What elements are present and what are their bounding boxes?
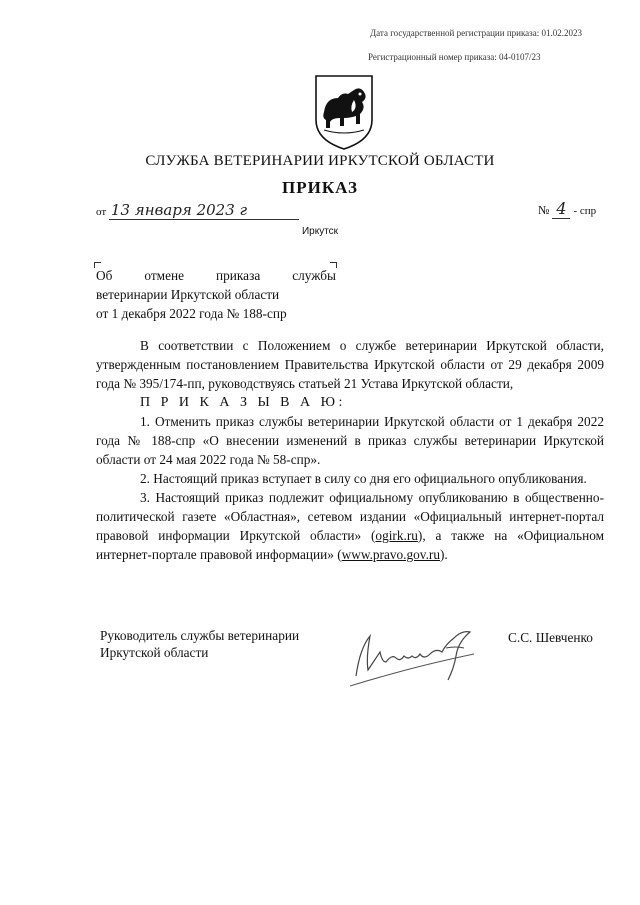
- signer-position-line-1: Руководитель службы ветеринарии: [100, 628, 300, 643]
- ogirk-link[interactable]: ogirk.ru: [375, 528, 418, 543]
- number-handwritten: 4: [552, 199, 570, 219]
- subject-word: приказа: [216, 268, 261, 283]
- item-1-paragraph: 1. Отменить приказ службы ветеринарии Иркутской области от 1 декабря 2022 года № 188-спр «О внесении изменений в приказ службы ветеринарии Иркутской области от 24 мая 2022 года № 58-спр».: [96, 414, 604, 467]
- document-body: [96, 336, 604, 564]
- signer-position: [100, 627, 299, 661]
- document-subject: [96, 266, 336, 323]
- organization-name: СЛУЖБА ВЕТЕРИНАРИИ ИРКУТСКОЙ ОБЛАСТИ: [145, 153, 495, 169]
- preamble-paragraph: В соответствии с Положением о службе ветеринарии Иркутской области, утвержденным постановлением Правительства Иркутской области от 29 декабря 2009 года № 395/174-пп, руководствуясь статьей 21 Устава Иркутской области,: [96, 338, 604, 391]
- number-suffix: - спр: [573, 205, 597, 217]
- item-3-text: ).: [440, 547, 448, 562]
- subject-line-1: [96, 266, 336, 285]
- item-3-text: 3. Настоящий приказ подлежит официальному опубликованию в общественно-политической газете «Областная», сетевом издании «Официальный интернет-портал правовой информации Иркутской области» (: [96, 490, 604, 543]
- item-3-paragraph: [96, 488, 604, 564]
- subject-line-3: от 1 декабря 2022 года № 188-спр: [96, 306, 287, 321]
- city: Иркутск: [301, 226, 339, 237]
- coat-of-arms-emblem: [306, 72, 382, 152]
- signer-name: С.С. Шевченко: [508, 630, 593, 645]
- item-2-paragraph: 2. Настоящий приказ вступает в силу со дня его официального опубликования.: [140, 471, 587, 486]
- document-title: ПРИКАЗ: [282, 178, 358, 197]
- order-word: П Р И К А З Ы В А Ю:: [140, 395, 346, 410]
- date-handwritten: 13 января 2023 г: [109, 201, 299, 220]
- pravo-link[interactable]: www.pravo.gov.ru: [341, 547, 440, 562]
- number-prefix: №: [538, 203, 550, 217]
- subject-word: службы: [292, 268, 336, 283]
- date-prefix: от: [96, 206, 107, 218]
- date-line: [96, 201, 306, 220]
- subject-word: Об: [96, 268, 113, 283]
- item-3-text: ), а также на «Официальном интернет-портале правовой информации» (: [96, 528, 604, 562]
- registration-date: Дата государственной регистрации приказа: 01.02.2023: [370, 28, 582, 38]
- handwritten-signature: [346, 618, 496, 690]
- signer-position-line-2: Иркутской области: [100, 645, 209, 660]
- registration-number: Регистрационный номер приказа: 04-0107/23: [368, 52, 541, 62]
- number-line: [538, 199, 596, 219]
- subject-word: отмене: [144, 268, 185, 283]
- subject-line-2: ветеринарии Иркутской области: [96, 287, 280, 302]
